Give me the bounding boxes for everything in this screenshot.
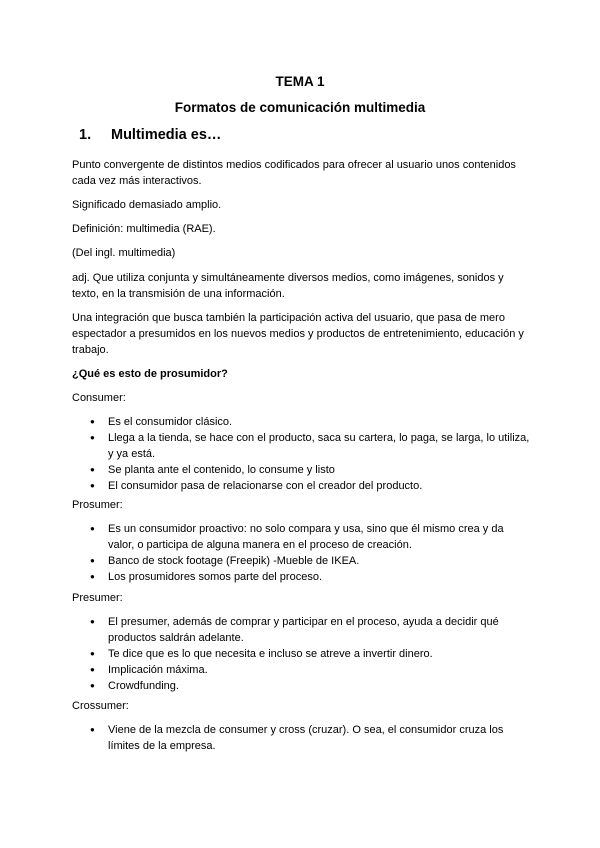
paragraph-6: Una integración que busca también la participación activa del usuario, que pasa de mero espectador a presumidos en los nuevos medios y productos de entretenimiento, educación y trabajo. <box>72 312 524 356</box>
group-label-consumer: Consumer: <box>72 392 126 404</box>
list-crossumer <box>90 722 530 754</box>
list-prosumer <box>90 521 530 585</box>
list-item: ● Es el consumidor clásico. <box>90 414 530 430</box>
group-label-crossumer: Crossumer: <box>72 700 129 712</box>
question-heading: ¿Qué es esto de prosumidor? <box>72 368 228 380</box>
list-item: ● Implicación máxima. <box>90 662 530 678</box>
paragraph-2: Significado demasiado amplio. <box>72 199 222 211</box>
section-heading <box>79 127 221 143</box>
list-presumer <box>90 614 530 694</box>
list-item: ● Se planta ante el contenido, lo consume y listo <box>90 462 530 478</box>
section-title: Multimedia es… <box>111 127 222 143</box>
paragraph-4: (Del ingl. multimedia) <box>72 247 176 259</box>
doc-tema: TEMA 1 <box>275 74 325 89</box>
group-label-presumer: Presumer: <box>72 592 123 604</box>
paragraph-1: Punto convergente de distintos medios codificados para ofrecer al usuario unos contenidos cada vez más interactivos. <box>72 159 516 187</box>
list-item: ● Viene de la mezcla de consumer y cross (cruzar). O sea, el consumidor cruza los límites de la empresa. <box>90 722 530 754</box>
list-item: ● Crowdfunding. <box>90 678 530 694</box>
list-item: ● Te dice que es lo que necesita e incluso se atreve a invertir dinero. <box>90 646 530 662</box>
list-item: ● Los prosumidores somos parte del proceso. <box>90 569 530 585</box>
list-item: ● Llega a la tienda, se hace con el producto, saca su cartera, lo paga, se larga, lo utiliza, y ya está. <box>90 430 530 462</box>
list-item: ● Es un consumidor proactivo: no solo compara y usa, sino que él mismo crea y da valor, o participa de alguna manera en el proceso de creación. <box>90 521 530 553</box>
list-item: ● El consumidor pasa de relacionarse con el creador del producto. <box>90 478 530 494</box>
list-item: ● Banco de stock footage (Freepik) -Mueble de IKEA. <box>90 553 530 569</box>
paragraph-3: Definición: multimedia (RAE). <box>72 223 216 235</box>
list-consumer <box>90 414 530 494</box>
section-number: 1. <box>79 127 92 143</box>
list-item: ● El presumer, además de comprar y participar en el proceso, ayuda a decidir qué productos saldrán adelante. <box>90 614 530 646</box>
group-label-prosumer: Prosumer: <box>72 499 123 511</box>
doc-subtitle: Formatos de comunicación multimedia <box>174 100 426 115</box>
paragraph-5: adj. Que utiliza conjunta y simultáneamente diversos medios, como imágenes, sonidos y texto, en la transmisión de una información. <box>72 272 504 300</box>
